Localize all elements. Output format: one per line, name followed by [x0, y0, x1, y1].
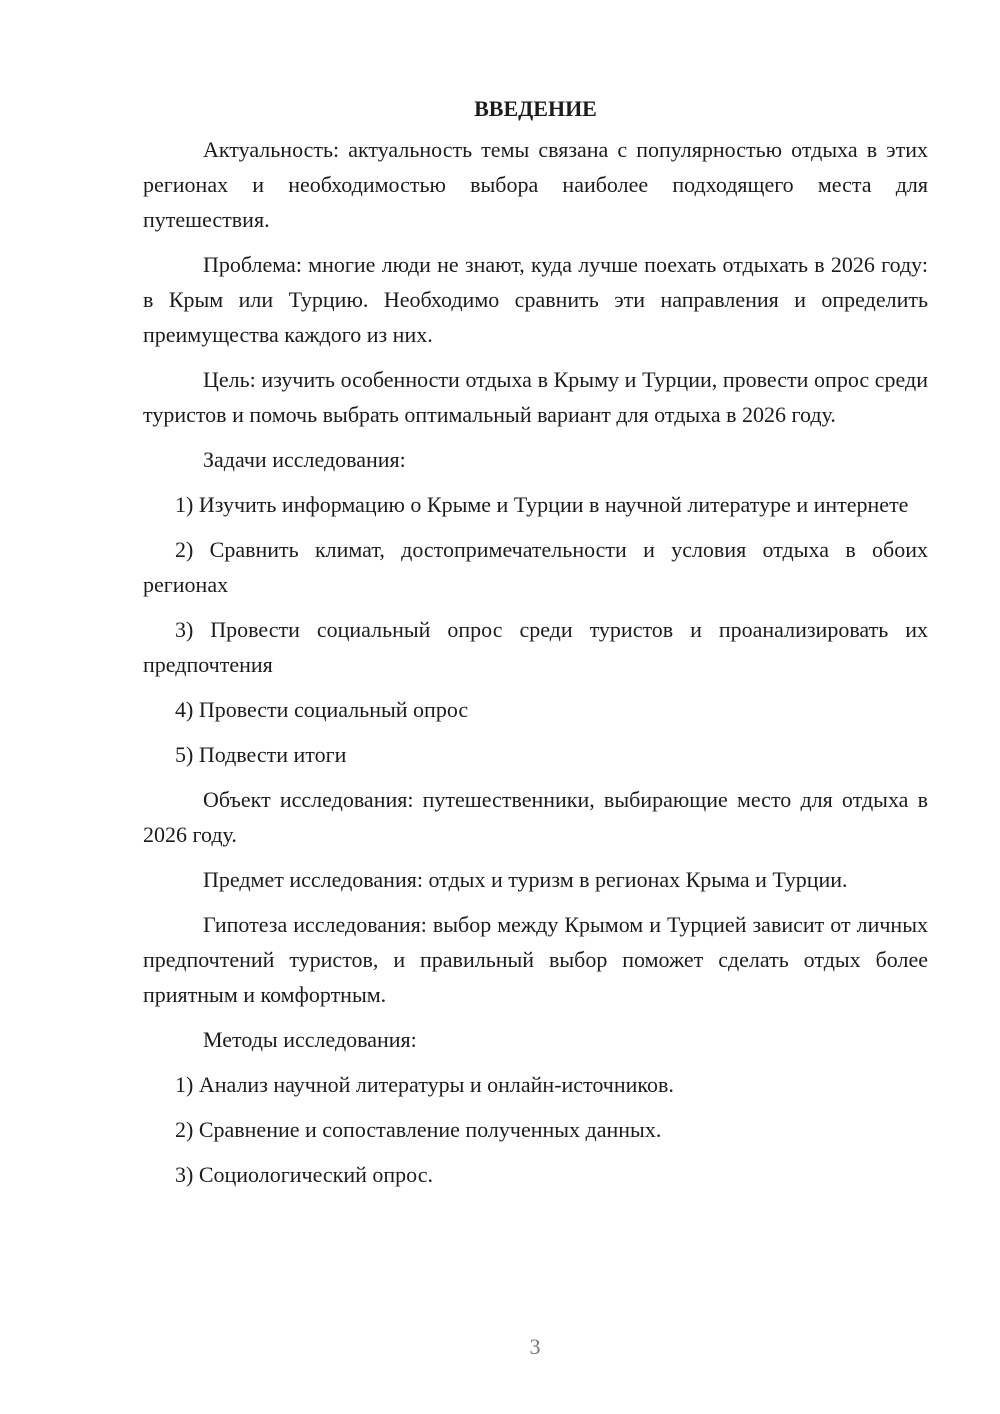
- relevance-paragraph: Актуальность: актуальность темы связана с популярностью отдыха в этих регионах и необходимостью выбора наиболее подходящего места для путешествия.: [143, 137, 928, 232]
- task-item: 1) Изучить информацию о Крыме и Турции в научной литературе и интернете: [175, 492, 909, 517]
- task-item: 5) Подвести итоги: [175, 742, 347, 767]
- task-item: 2) Сравнить климат, достопримечательности и условия отдыха в обоих регионах: [143, 537, 928, 597]
- task-item: 4) Провести социальный опрос: [175, 697, 469, 722]
- page-title: ВВЕДЕНИЕ: [474, 96, 597, 121]
- method-item: 3) Социологический опрос.: [175, 1162, 433, 1187]
- method-item: 2) Сравнение и сопоставление полученных данных.: [175, 1117, 662, 1142]
- method-item: 1) Анализ научной литературы и онлайн-источников.: [175, 1072, 674, 1097]
- object-paragraph: Объект исследования: путешественники, выбирающие место для отдыха в 2026 году.: [143, 787, 928, 847]
- page-number: 3: [529, 1334, 541, 1359]
- goal-paragraph: Цель: изучить особенности отдыха в Крыму и Турции, провести опрос среди туристов и помочь выбрать оптимальный вариант для отдыха в 2026 году.: [143, 367, 928, 427]
- tasks-heading: Задачи исследования:: [203, 447, 406, 472]
- problem-paragraph: Проблема: многие люди не знают, куда лучше поехать отдыхать в 2026 году: в Крым или Турцию. Необходимо сравнить эти направления и определить преимущества каждого из них.: [143, 252, 928, 347]
- task-item: 3) Провести социальный опрос среди туристов и проанализировать их предпочтения: [143, 617, 928, 677]
- hypothesis-paragraph: Гипотеза исследования: выбор между Крымом и Турцией зависит от личных предпочтений туристов, и правильный выбор поможет сделать отдых более приятным и комфортным.: [143, 912, 928, 1007]
- document-page: [143, 92, 928, 1202]
- methods-heading: Методы исследования:: [203, 1027, 417, 1052]
- subject-paragraph: Предмет исследования: отдых и туризм в регионах Крыма и Турции.: [203, 867, 848, 892]
